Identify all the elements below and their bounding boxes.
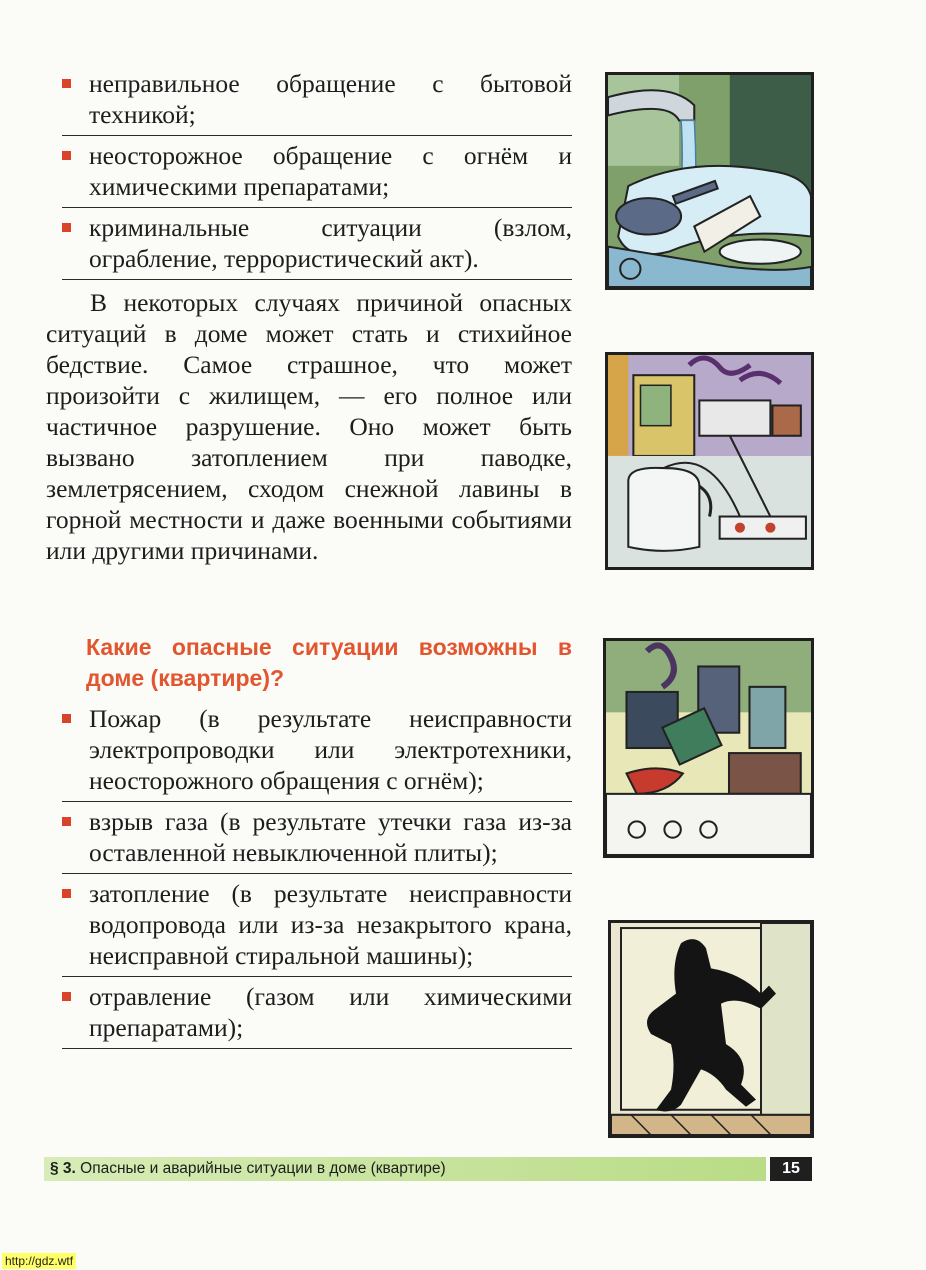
list-item: [62, 806, 572, 874]
bullet-square-icon: [62, 889, 71, 898]
list-item-text: отравление (газом или химическими препаратами);: [89, 982, 572, 1042]
list-item: [62, 981, 572, 1049]
list-item-text: Пожар (в результате неисправности электропроводки или электротехники, неосторожного обращения с огнём);: [89, 704, 572, 795]
bullet-square-icon: [62, 79, 71, 88]
section-number: § 3.: [50, 1160, 76, 1177]
list-item: [62, 878, 572, 977]
bullet-square-icon: [62, 151, 71, 160]
overflowing-sink-icon: [608, 75, 811, 287]
hazard-list-top: [62, 68, 572, 284]
list-item: [62, 212, 572, 280]
list-item-text: затопление (в результате неисправности водопровода или из-за незакрытого крана, неисправной стиральной машины);: [89, 879, 572, 970]
list-item-text: неосторожное обращение с огнём и химическими препаратами;: [89, 141, 572, 201]
footer-text: [50, 1159, 446, 1179]
chemicals-illustration: [603, 638, 814, 858]
watermark-link[interactable]: http://gdz.wtf: [2, 1253, 76, 1269]
page-number: 15: [770, 1157, 812, 1181]
sink-illustration: [605, 72, 814, 290]
overloaded-power-strip-icon: [608, 355, 811, 567]
list-item: [62, 140, 572, 208]
section-heading: Какие опасные ситуации возможны в доме (квартире)?: [86, 634, 572, 691]
list-item: [62, 703, 572, 802]
list-item-text: взрыв газа (в результате утечки газа из-за оставленной невыключенной плиты);: [89, 807, 572, 867]
bullet-square-icon: [62, 992, 71, 1001]
list-item-text: криминальные ситуации (взлом, ограбление, террористический акт).: [89, 213, 572, 273]
appliances-illustration: [605, 352, 814, 570]
burglar-illustration: [608, 920, 814, 1138]
body-paragraph: В некоторых случаях причиной опасных ситуаций в доме может стать и стихийное бедствие. Самое страшное, что может произойти с жилищем, — его полное или частичное разрушение. Оно может быть вызвано затоплением при паводке, землетрясением, сходом снежной лавины в горной местности и даже военными событиями или другими причинами.: [46, 288, 572, 565]
bullet-square-icon: [62, 714, 71, 723]
bullet-square-icon: [62, 223, 71, 232]
chemical-cans-on-stove-icon: [606, 641, 811, 855]
bullet-square-icon: [62, 817, 71, 826]
burglar-in-doorway-icon: [611, 923, 811, 1135]
section-title: Опасные и аварийные ситуации в доме (квартире): [80, 1160, 446, 1177]
hazard-list-bottom: [62, 703, 572, 1053]
list-item: [62, 68, 572, 136]
list-item-text: неправильное обращение с бытовой техникой;: [89, 69, 572, 129]
footer-bar: [44, 1157, 766, 1181]
